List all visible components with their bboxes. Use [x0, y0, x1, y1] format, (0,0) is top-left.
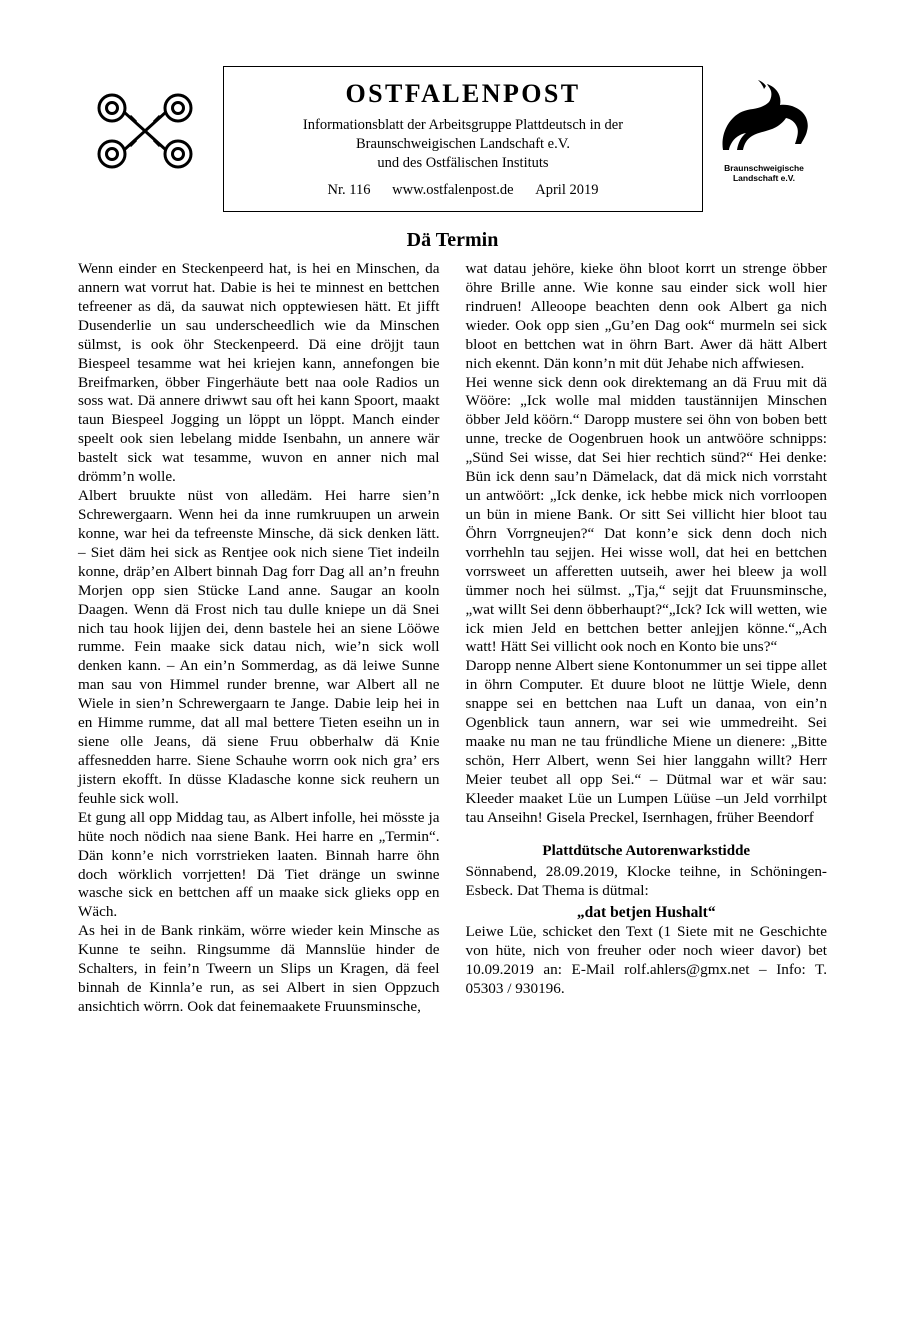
logo-text-line-1: Braunschweigische	[724, 163, 804, 173]
publication-title: OSTFALENPOST	[345, 79, 581, 108]
paragraph: wat datau jehöre, kieke öhn bloot korrt un strenge öbber öhre Brille anne. Wie konne sau einder sick woll hier rindruen! Alleoope beachten denn ook Albert ga nich wieder. Ook opp sien „Gu’en Dag ook“ murmeln sei sick bloot en bettchen wat in öhrn Bart. Awer dä hätt Albert nich ekennt. Dän konn’n mit düt Jehabe nich affwiesen.	[465, 260, 827, 372]
announcement-body: Leiwe Lüe, schicket den Text (1 Siete mit ne Geschichte von hüte, nich von freuher oder noch wieer davor) bet 10.09.2019 an: E-Mail rolf.ahlers@gmx.net – Info: T. 05303 / 930196.	[465, 923, 827, 998]
horse-icon	[709, 80, 819, 156]
issue-date: April 2019	[535, 181, 599, 198]
logo-text	[703, 163, 825, 184]
announcement-theme: „dat betjen Hushalt“	[576, 904, 716, 922]
newsletter-page	[0, 58, 905, 1338]
masthead	[78, 58, 827, 223]
paragraph: Albert bruukte nüst von alledäm. Hei harre sien’n Schrewergaarn. Wenn hei da inne rumkruupen un arwein konne, war hei da tefreenste Minsche, dä sick denken lätt. – Siet däm hei sick as Rentjee ook nich siene Tiet indeiln konne, dräp’en Albert binnah Dag forr Dag all an’n freuhn Morjen opp sien Stücke Land anne. Saugar an kooln Daagen. Wenn dä Frost nich tau dulle kniepe un dä Snei nich tau hook lijjen dei, denn bastele hei an siene Lööwe rumme. Fein maake sick datau nich, wie’n sick woll denken kann. – An ein’n Sommerdag, as dä leiwe Sunne man sau von Himmel runder brenne, war Albert all ne Wiele in sien’n Schrewergaarn te Jange. Dabie leip hei in en Himme rumme, dat all mal bettere Tieten eseihn un in siene olle Jeans, dä siene Fruu obberhalw dä Knie affesnedden harre. Siene Schauhe worrn ook nich gra’ ers jistern ekofft. In düsse Kladasche konne sick reuhern un feuhle sick woll.	[78, 487, 440, 807]
announcement-details: Sönnabend, 28.09.2019, Klocke teihne, in Schöningen-Esbeck. Dat Thema is dütmal:	[465, 863, 827, 900]
paragraph: Et gung all opp Middag tau, as Albert infolle, hei mösste ja hüte noch nödich naa siene Bank. Hei harre en „Termin“. Dän konn’e nich vorrstrieken laaten. Binnah harre öhn doch wörklich vorrjetten! Dä Tiet dränge un swinne wasche sick en bettchen aff un maake sick glieks opp en Wäch.	[78, 808, 440, 921]
paragraph: Daropp nenne Albert siene Kontonummer un sei tippe allet in öhrn Computer. Et duure bloot ne lüttje Wiele, denn snappe sei en bettchen naa Luft un danaa, von ein’n Ogenblick taun annern, war sei wie ummedreiht. Sei maake nu man ne tau fründliche Miene un dienere: „Bitte schön, Herr Albert, wenn Sei hier langgahn willt? Herr Meier teubet all opp Sei.“ – Dütmal war et wär sau: Kleeder maaket Lüe un Lumpen Lüüse –un Jeld vorrhilpt tau Anseihn! Gisela Preckel, Isernhagen, früher Beendorf	[465, 657, 827, 826]
publication-subtitle	[224, 116, 702, 173]
braunschweigische-landschaft-logo	[703, 80, 825, 190]
crossed-keys-icon	[90, 78, 200, 183]
article-columns	[78, 260, 827, 1017]
right-column	[466, 260, 828, 1017]
paragraph: Hei wenne sick denn ook direktemang an dä Fruu mit dä Wööre: „Ick wolle mal midden taustännijen Minschen öbber Jeld köörn.“ Daropp mustere sei öhn von boben bett unne, trecke de Oogenbruen hook un antwööre schnipps: „Sünd Sei wisse, dat Sei hier rechtich sünd?“ Hei denke: Bün ick denn sau’n Dämelack, dat dä mick nich vorrstaht un antwöört: „Ick denke, ick hebbe mick nich vorrloopen un bün in miene Bank. Or sitt Sei villicht hier bloot tau Öhrn Vorrgneujen?“ Dat konn’e sick denn doch nich vorrhehln tau sejjen. Hei wisse woll, dat hei en bettchen vorrsweet un afferetten uutseih, awer hei bleew ja woll ümmer noch hei sülmst. „Tja,“ sejjt dat Fruunsminsche, „wat willt Sei denn öbberhaupt?“„Ick? Ick will wetten, wie ick mien Jeld en bettchen better anlejjen könne.“„Ach watt! Hätt Sei villicht ook noch en Konto bie uns?“	[465, 373, 827, 656]
crossed-keys-logo	[90, 78, 200, 183]
paragraph: Wenn einder en Steckenpeerd hat, is hei en Minschen, da annern wat vorrut hat. Dabie is hei te minnest en bettchen tefreener as dä, da sauwat nich opptewiesen hätt. Et jifft Dusenderlie un sau underscheedlich wie da Minschen sülmst, is ook öhr Steckenpeerd. Dä eine dröjjt taun Biespeel tesamme wat hei kriejen kann, annefongen bie Breifmarken, öbber Fingerhäute bett naa oole Radios un soss wat. Dä annere driwwt sau oft hei kann Spoort, maakt taun Biespeel Jogging un löppt un löppt. Manch einder speelt ook sien lebelang midde Isenbahn, un annere wär bastelt sick wat tesamme, wuvon en anner nich mal drömm’n wolle.	[78, 260, 440, 486]
subtitle-line-2: Braunschweigischen Landschaft e.V.	[356, 135, 570, 152]
announcement-heading: Plattdütsche Autorenwarkstidde	[542, 842, 751, 859]
article-title: Dä Termin	[406, 229, 499, 251]
logo-text-line-2: Landschaft e.V.	[732, 173, 796, 184]
website-url[interactable]: www.ostfalenpost.de	[392, 181, 514, 198]
left-column	[78, 260, 440, 1017]
issue-line	[224, 182, 702, 199]
subtitle-line-3: und des Ostfälischen Instituts	[377, 154, 549, 171]
subtitle-line-1: Informationsblatt der Arbeitsgruppe Plattdeutsch in der	[302, 116, 624, 133]
masthead-box	[223, 66, 703, 212]
paragraph: As hei in de Bank rinkäm, wörre wieder kein Minsche as Kunne te seihn. Ringsumme dä Mannslüe hinder de Schalters, in fein’n Tweern un Slips un Kragen, dä feel binnah de Kinnla’e run, as sei Albert in sien Oppzuch ansichtich wörrn. Ook dat feinemaakete Fruunsminsche,	[78, 922, 440, 1015]
issue-number: Nr. 116	[327, 181, 371, 198]
